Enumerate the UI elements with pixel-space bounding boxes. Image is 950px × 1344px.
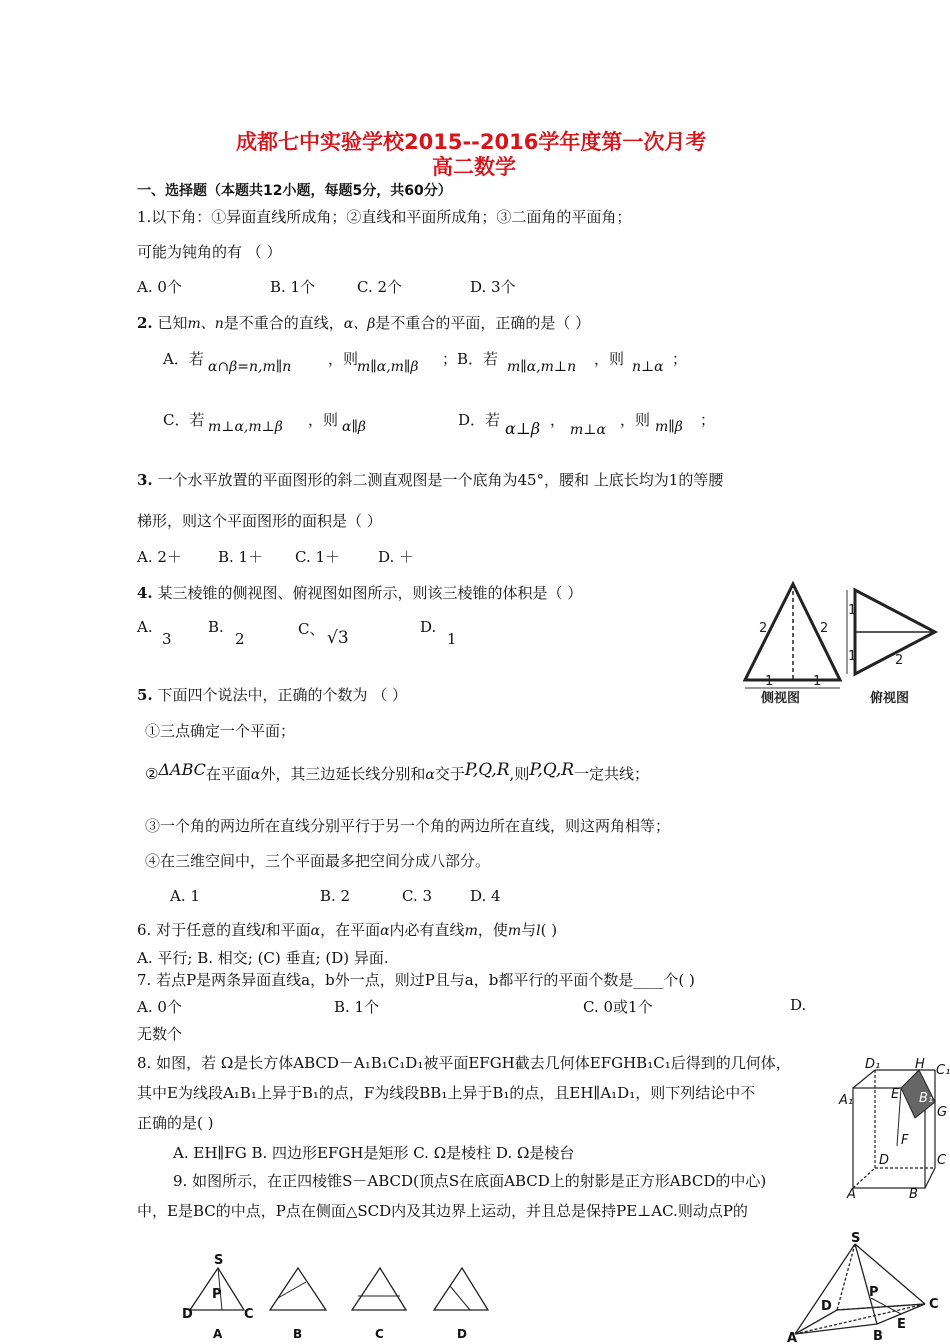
q4-option-b-value: 2: [235, 630, 245, 648]
q8-label-c1: C₁: [936, 1063, 950, 1078]
q4-option-c-value: √3: [327, 628, 349, 648]
q2-alpha-beta: α、β: [343, 316, 376, 332]
q2-option-b-result: n⊥α: [632, 359, 664, 375]
q3-option-b: B. 1＋: [218, 548, 264, 566]
q5-statement-4: ④在三维空间中，三个平面最多把空间分成八部分。: [145, 852, 491, 870]
q4-stem: [137, 582, 582, 603]
q2-option-d-cond1: α⊥β: [505, 419, 541, 438]
q5-s2-pqr: P,Q,R: [464, 760, 510, 780]
q5-s2-alpha-2: α: [425, 767, 435, 783]
q5-s2-e: ,则: [509, 765, 530, 783]
exam-subtitle: 高二数学: [432, 155, 516, 179]
q6-alpha-2: α: [380, 923, 390, 939]
q6-l: l: [261, 923, 266, 939]
q8-stem-line2: 其中E为线段A₁B₁上异于B₁的点，F为线段BB₁上异于B₁的点，且EH∥A₁D₁，则下列结论中不: [137, 1084, 756, 1102]
q3-number: 3.: [137, 471, 153, 489]
q8-label-b1: B₁: [919, 1091, 934, 1106]
q5-statement-3: ③一个角的两边所在直线分别平行于另一个角的两边所在直线，则这两角相等；: [145, 817, 671, 835]
q7-option-d: D.: [790, 996, 807, 1014]
q9-option-c-letter: C: [375, 1327, 384, 1341]
q1-stem-line1: 1.以下角：①异面直线所成角；②直线和平面所成角；③二面角的平面角；: [137, 208, 632, 226]
q4-option-c: C、: [298, 620, 325, 638]
q3-text-1: 一个水平放置的平面图形的斜二测直观图是一个底角为45°，腰和 上底长均为1的等腰: [157, 471, 724, 489]
q6-text-f: 与: [521, 921, 537, 939]
q2-option-b-then: ，则: [594, 350, 625, 368]
q9-option-a-letter: A: [213, 1327, 223, 1341]
q8-label-f: F: [901, 1133, 909, 1148]
q9-pyr-c: C: [929, 1297, 939, 1312]
q2-option-d-result: m∥β: [655, 419, 683, 435]
section-heading: 一、选择题（本题共12小题，每题5分，共60分）: [137, 183, 452, 199]
q4-fig-num-4: 1: [813, 674, 822, 689]
q5-stem: [137, 684, 407, 705]
q8-label-h: H: [915, 1057, 925, 1072]
q4-option-d-value: 1: [447, 630, 457, 648]
q5-option-d: D. 4: [470, 887, 501, 905]
q9-pyr-d: D: [821, 1299, 832, 1314]
q9-pyramid-figure: [785, 1231, 945, 1344]
q5-s2-triangle: ΔABC: [158, 760, 206, 779]
q8-label-a1: A₁: [839, 1093, 854, 1108]
q8-label-d: D: [879, 1153, 890, 1168]
q5-option-b: B. 2: [320, 887, 351, 905]
q4-fig-num-3: 1: [765, 674, 774, 689]
q5-statement-2: [145, 760, 649, 784]
q4-side-view-label: 侧视图: [761, 691, 801, 706]
q5-s2-f: 一定共线；: [574, 765, 650, 783]
q6-l-2: l: [536, 923, 541, 939]
q2-text-a: 已知: [157, 314, 188, 332]
q4-option-a-value: 3: [162, 630, 172, 648]
q5-s2-c: 外，其三边延长线分别和: [260, 765, 426, 783]
q2-option-b-end: ；: [672, 350, 688, 368]
q4-text: 某三棱锥的侧视图、俯视图如图所示，则该三棱锥的体积是（ ）: [157, 584, 583, 602]
q4-option-b: B.: [208, 618, 224, 636]
q5-text: 下面四个说法中，正确的个数为 （ ）: [157, 686, 407, 704]
q6-stem: [137, 919, 557, 940]
q9-option-figures: [180, 1252, 480, 1344]
q9-stem-line2: 中，E是BC的中点，P点在侧面△SCD内及其边界上运动，并且总是保持PE⊥AC.则动点P的: [137, 1202, 748, 1220]
q9-tri-a-c: C: [244, 1307, 254, 1322]
q6-text-a: 6. 对于任意的直线: [137, 921, 262, 939]
q8-stem-line1: 8. 如图，若 Ω是长方体ABCD－A₁B₁C₁D₁被平面EFGH截去几何体EFGHB₁C₁后得到的几何体，: [137, 1054, 791, 1072]
q4-option-d: D.: [420, 618, 437, 636]
q5-s2-alpha: α: [250, 767, 261, 783]
q8-options: A. EH∥FG B. 四边形EFGH是矩形 C. Ω是棱柱 D. Ω是棱台: [173, 1144, 575, 1162]
q4-number: 4.: [137, 584, 153, 602]
q5-s2-b: 在平面: [205, 765, 251, 783]
q7-stem: 7. 若点P是两条异面直线a，b外一点，则过P且与a，b都平行的平面个数是____个( ): [137, 971, 695, 989]
q6-text-b: 和平面: [265, 921, 311, 939]
q1-option-b: B. 1个: [270, 278, 316, 296]
q2-option-d-sep: ，: [550, 411, 566, 429]
q6-text-c: ，在平面: [320, 921, 381, 939]
q6-text-d: 内必有直线: [389, 921, 465, 939]
q3-option-c: C. 1＋: [295, 548, 341, 566]
q5-s2-a: ②: [145, 765, 159, 783]
q7-option-b: B. 1个: [334, 998, 380, 1016]
q2-option-b-label: ；B．若: [442, 350, 499, 368]
q3-option-a: A. 2＋: [137, 548, 182, 566]
q2-text-b: 是不重合的直线，: [223, 314, 344, 332]
q7-option-d-text: 无数个: [137, 1025, 183, 1043]
q1-stem-line2: 可能为钝角的有 （ ）: [137, 243, 282, 261]
q8-label-c: C: [937, 1153, 947, 1168]
q9-tri-a-d: D: [182, 1307, 193, 1322]
q2-option-a-label: A．若: [163, 350, 204, 368]
q9-option-b-letter: B: [293, 1327, 303, 1341]
q9-pyr-p: P: [869, 1285, 879, 1300]
q6-m: m: [464, 923, 478, 939]
q6-m-2: m: [507, 923, 522, 939]
q4-fig-num-1: 2: [759, 621, 768, 636]
q8-label-d1: D₁: [865, 1057, 881, 1072]
q6-text-g: ( ): [540, 921, 558, 939]
q2-option-c-cond: m⊥α,m⊥β: [208, 419, 283, 435]
q9-pyr-e: E: [897, 1317, 906, 1332]
q2-option-a-cond: α∩β=n,m∥n: [208, 359, 292, 375]
q8-label-b: B: [909, 1187, 918, 1202]
q8-stem-line3: 正确的是( ): [137, 1114, 214, 1132]
q8-label-g: G: [937, 1105, 948, 1120]
q2-option-c-result: α∥β: [342, 419, 367, 435]
q6-text-e: ，使: [477, 921, 508, 939]
q2-number: 2.: [137, 314, 153, 332]
q8-label-a: A: [847, 1187, 856, 1202]
q2-mn: m、n: [187, 316, 224, 332]
q5-number: 5.: [137, 686, 153, 704]
q9-tri-a-p: P: [212, 1287, 222, 1302]
q4-fig-num-7: 2: [895, 653, 904, 668]
q5-option-a: A. 1: [170, 887, 200, 905]
q5-s2-pqr-2: P,Q,R: [529, 760, 575, 780]
q6-alpha: α: [310, 923, 321, 939]
q4-three-view-figure: [735, 572, 945, 707]
q3-stem-line1: [137, 469, 723, 490]
q2-option-c-then: ，则: [308, 411, 339, 429]
q2-option-b-cond: m∥α,m⊥n: [507, 359, 577, 375]
q9-pyr-b: B: [873, 1329, 883, 1344]
q3-option-d: D. ＋: [378, 548, 415, 566]
exam-title: 成都七中实验学校2015--2016学年度第一次月考: [236, 130, 707, 154]
q9-pyr-a: A: [787, 1331, 798, 1344]
q9-stem-line1: 9. 如图所示，在正四棱锥S－ABCD(顶点S在底面ABCD上的射影是正方形ABCD的中心): [173, 1172, 767, 1190]
q5-s2-d: 交于: [434, 765, 465, 783]
q9-pyr-s: S: [851, 1231, 861, 1246]
q2-text-c: 是不重合的平面，正确的是（ ）: [375, 314, 591, 332]
q1-option-c: C. 2个: [357, 278, 403, 296]
q9-option-d-letter: D: [457, 1327, 467, 1341]
q2-option-d-cond2: m⊥α: [570, 422, 606, 438]
q2-option-a-result: m∥α,m∥β: [357, 359, 419, 375]
q2-stem: [137, 312, 590, 333]
q6-options: A. 平行; B. 相交; (C) 垂直; (D) 异面.: [137, 949, 389, 967]
q7-option-a: A. 0个: [137, 998, 182, 1016]
q3-stem-line2: 梯形，则这个平面图形的面积是（ ）: [137, 512, 382, 530]
q8-label-e: E: [891, 1087, 900, 1102]
q1-option-a: A. 0个: [137, 278, 182, 296]
q5-option-c: C. 3: [402, 887, 433, 905]
q7-option-c: C. 0或1个: [583, 998, 653, 1016]
q4-fig-num-6: 1: [848, 649, 857, 664]
q2-option-a-then: ，则: [328, 350, 359, 368]
q4-option-a: A.: [137, 618, 153, 636]
q8-cuboid-figure: [835, 1057, 950, 1202]
q4-fig-num-2: 2: [820, 621, 829, 636]
q4-fig-num-5: 1: [848, 603, 857, 618]
q9-tri-a-s: S: [214, 1253, 224, 1268]
q2-option-d-then: ，则: [620, 411, 651, 429]
q5-statement-1: ①三点确定一个平面；: [145, 722, 296, 740]
q2-option-d-label: D．若: [458, 411, 501, 429]
q2-option-c-label: C．若: [163, 411, 205, 429]
q1-option-d: D. 3个: [470, 278, 516, 296]
q4-top-view-label: 俯视图: [870, 691, 910, 706]
q2-option-d-end: ；: [700, 411, 716, 429]
